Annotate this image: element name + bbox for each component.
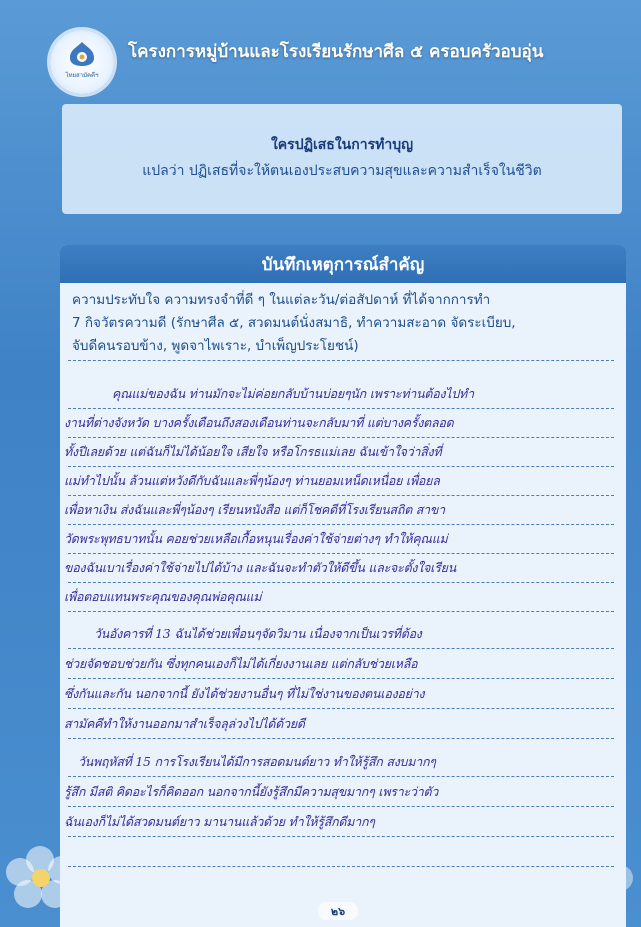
handwritten-line: วัดพระพุทธบาทนั้น คอยช่วยเหลือเกื้อหนุนเรื่องค่าใช้จ่ายต่างๆ ทำให้คุณแม่ [64,531,448,546]
handwritten-line: วันพฤหัสที่ 15 การโรงเรียนได้มีการสอดมนต์ยาว ทำให้รู้สึก สงบมากๆ [78,754,436,769]
handwritten-line: ของฉันเบาเรื่องค่าใช้จ่ายไปได้บ้าง และฉันจะทำตัวให้ดีขึ้น และจะตั้งใจเรียน [64,560,456,575]
record-title: บันทึกเหตุการณ์สำคัญ [261,255,425,275]
handwritten-line: ทั้งปีเลยด้วย แต่ฉันก็ไม่ได้น้อยใจ เสียใจ หรือโกรธแม่เลย ฉันเข้าใจว่าสิ่งที่ [64,444,442,459]
project-logo [50,30,114,94]
handwritten-line: แม่ทำไปนั้น ล้วนแต่หวังดีกับฉันและพี่ๆน้องๆ ท่านยอมเหน็ดเหนื่อย เพื่อยล [64,473,440,488]
instruction-line: 7 กิจวัตรความดี (รักษาศีล ๕, สวดมนต์นั่งสมาธิ, ทำความสะอาด จัดระเบียบ, [72,315,516,331]
logo-caption: ไทยสามัคคีฯ [65,72,99,79]
instruction-line: ความประทับใจ ความทรงจำที่ดี ๆ ในแต่ละวัน/ต่อสัปดาห์ ที่ได้จากการทำ [72,292,491,308]
handwritten-line: คุณแม่ของฉัน ท่านมักจะไม่ค่อยกลับบ้านบ่อยๆนัก เพราะท่านต้องไปทำ [112,386,474,401]
handwritten-line: ฉันเองก็ไม่ได้สวดมนต์ยาว มานานแล้วด้วย ทำให้รู้สึกดีมากๆ [64,814,375,829]
handwritten-line: เพื่อตอบแทนพระคุณของคุณพ่อคุณแม่ [64,589,262,604]
record-panel [60,245,626,927]
record-instructions [72,289,612,358]
handwritten-line: ช่วยจัดชอบช่วยกัน ซึ่งทุกคนเองก็ไม่ได้เกี่ยงงานเลย แต่กลับช่วยเหลือ [64,656,418,671]
handwritten-line: วันอังคารที่ 13 ฉันได้ช่วยเพื่อนๆจัดวิมาน เนื่องจากเป็นเวรที่ต้อง [94,626,422,641]
handwritten-line: งานที่ต่างจังหวัด บางครั้งเดือนถึงสองเดือนท่านจะกลับมาที่ แต่บางครั้งตลอด [64,415,454,430]
page-title: โครงการหมู่บ้านและโรงเรียนรักษาศีล ๕ ครอบครัวอบอุ่น [128,42,544,62]
dharma-emblem-icon [66,40,98,68]
page-number: ๒๖ [318,902,358,920]
instruction-line: จับดีคนรอบข้าง, พูดจาไพเราะ, บำเพ็ญประโยชน์) [72,338,359,354]
definition-box [62,104,622,214]
header [50,30,630,78]
handwritten-line: สามัคคีทำให้งานออกมาสำเร็จลุล่วงไปได้ด้วยดี [64,716,305,731]
definition-text: แปลว่า ปฏิเสธที่จะให้ตนเองประสบความสุขและความสำเร็จในชีวิต [142,163,542,179]
handwritten-line: รู้สึก มีสติ คิดอะไรก็คิดออก นอกจากนี้ยังรู้สึกมีความสุขมากๆ เพราะว่าตัว [64,784,439,799]
handwritten-line: เพื่อหาเงิน ส่งฉันและพี่ๆน้องๆ เรียนหนังสือ แต่ก็โชคดีที่โรงเรียนสถิต สาขา [64,502,445,517]
handwritten-line: ซึ่งกันและกัน นอกจากนี้ ยังได้ช่วยงานอื่นๆ ที่ไม่ใช่งานของตนเองอย่าง [64,686,425,701]
definition-title: ใครปฏิเสธในการทำบุญ [270,137,414,153]
